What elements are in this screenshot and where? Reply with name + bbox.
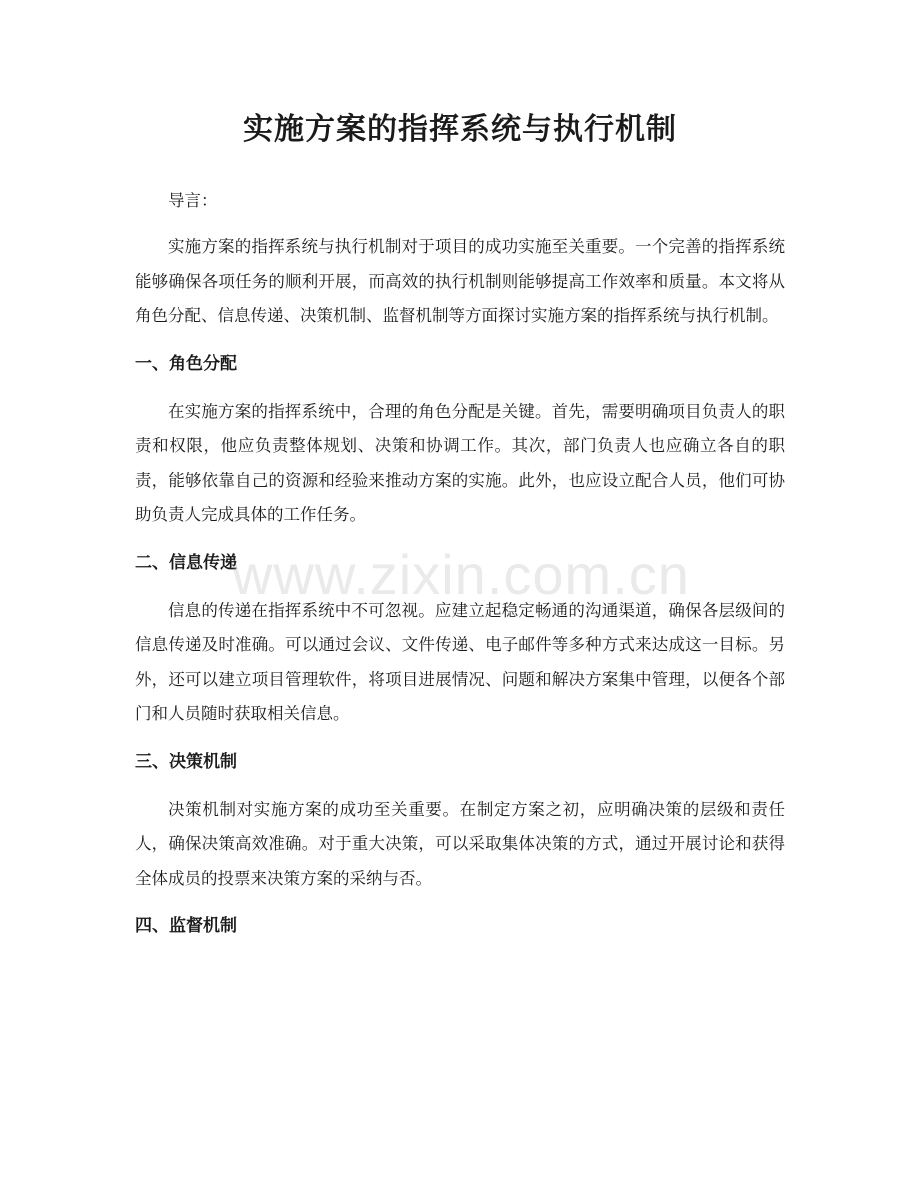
section-heading-information-transfer: 二、信息传递 xyxy=(135,552,237,573)
section-heading-role-assignment: 一、角色分配 xyxy=(135,353,237,374)
section-heading-decision-mechanism: 三、决策机制 xyxy=(135,751,237,772)
section-paragraph-information-transfer: 信息的传递在指挥系统中不可忽视。应建立起稳定畅通的沟通渠道，确保各层级间的信息传递及时准确。可以通过会议、文件传递、电子邮件等多种方式来达成这一目标。另外，还可以建立项目管理软件，将项目进展情况、问题和解决方案集中管理，以便各个部门和人员随时获取相关信息。 xyxy=(135,600,785,723)
section-heading-supervision-mechanism: 四、监督机制 xyxy=(135,916,237,936)
document-body xyxy=(135,184,785,957)
section-paragraph-role-assignment: 在实施方案的指挥系统中，合理的角色分配是关键。首先，需要明确项目负责人的职责和权限，他应负责整体规划、决策和协调工作。其次，部门负责人也应确立各自的职责，能够依靠自己的资源和经验来推动方案的实施。此外，也应设立配合人员，他们可协助负责人完成具体的工作任务。 xyxy=(135,401,785,524)
intro-paragraph: 实施方案的指挥系统与执行机制对于项目的成功实施至关重要。一个完善的指挥系统能够确保各项任务的顺利开展，而高效的执行机制则能够提高工作效率和质量。本文将从角色分配、信息传递、决策机制、监督机制等方面探讨实施方案的指挥系统与执行机制。 xyxy=(135,237,785,325)
watermark-text: www.zixin.com.cn xyxy=(232,543,690,606)
document-title: 实施方案的指挥系统与执行机制 xyxy=(243,112,677,147)
intro-label: 导言： xyxy=(168,191,218,210)
section-paragraph-decision-mechanism: 决策机制对实施方案的成功至关重要。在制定方案之初，应明确决策的层级和责任人，确保决策高效准确。对于重大决策，可以采取集体决策的方式，通过开展讨论和获得全体成员的投票来决策方案的采纳与否。 xyxy=(135,799,785,888)
